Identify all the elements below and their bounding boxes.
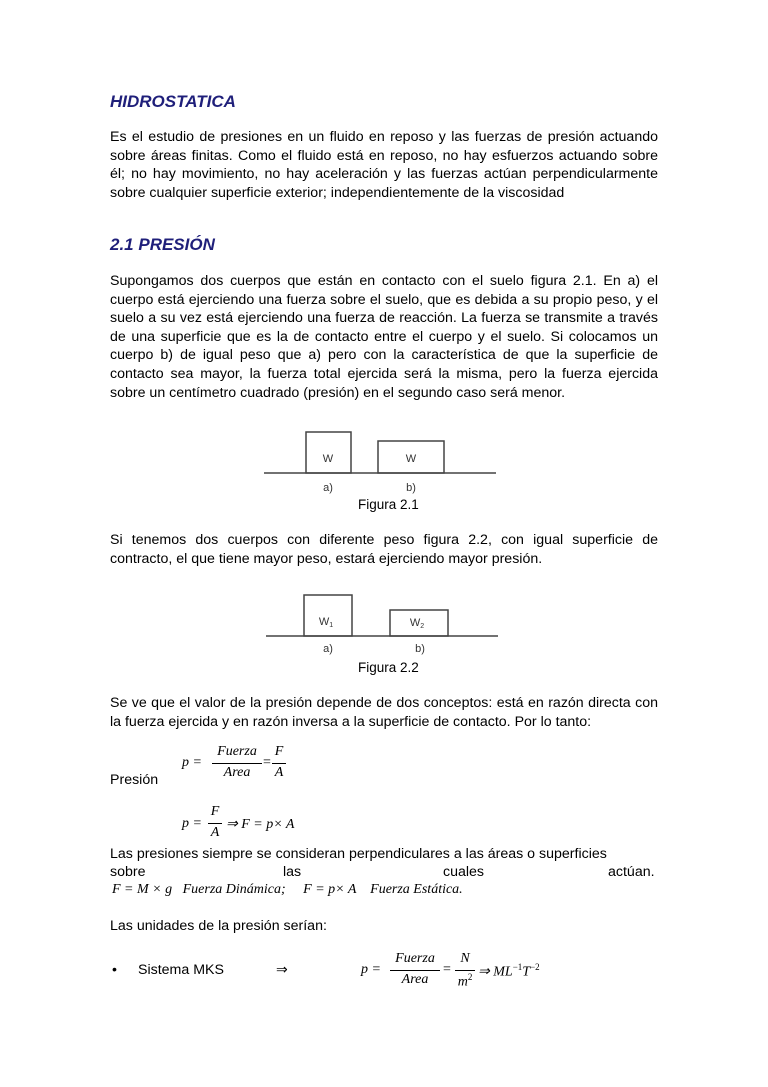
eq4-fracline1 (390, 970, 440, 971)
paragraph-4-line-1: Las presiones siempre se consideran perpendiculares a las áreas o superficies (110, 846, 607, 862)
paragraph-1: Supongamos dos cuerpos que están en contacto con el suelo figura 2.1. En a) el cuerpo está ejerciendo una fuerza sobre el suelo, que es debida a su propio peso, y el suelo a su vez está ejerciendo una fuerza de reacción. La fuerza se transmite a través de una superficie que es la de contacto entre el cuerpo y el suelo. Si colocamos un cuerpo b) de igual peso que a) pero con la característica de que la superficie de contacto sea mayor, la fuerza total ejercida será la misma, pero la fuerza ejercida sobre un centímetro cuadrado (presión) en el segundo caso será menor. (110, 273, 658, 401)
paragraph-3: Se ve que el valor de la presión depende de dos conceptos: está en razón directa con la fuerza ejercida y en razón inversa a la superficie de contacto. Por lo tanto: (110, 695, 658, 730)
eq2-fracline (208, 823, 222, 824)
body-b-label: W (405, 453, 417, 465)
document-title: HIDROSTATICA (110, 92, 236, 111)
eq1-fracline2 (272, 763, 286, 764)
units-intro: Las unidades de la presión serían: (110, 918, 327, 934)
figure-2-2-caption: Figura 2.2 (358, 660, 419, 675)
eq1-den1: Area (223, 765, 251, 780)
body-a-label: W1 (318, 616, 334, 629)
figure-label-a: a) (323, 643, 333, 655)
figure-2-2 (262, 590, 502, 662)
eq1-den2: A (274, 765, 284, 780)
mks-label: Sistema MKS (138, 962, 224, 978)
eq4-rhs: ⇒ $ML^{-1}T^{-2}$ (478, 962, 540, 980)
figure-label-a: a) (323, 482, 333, 494)
eq4-fracline2 (455, 970, 475, 971)
eq1-num1: Fuerza (217, 744, 257, 759)
figure-label-b: b) (415, 643, 425, 655)
eq4-den2: $m^2$ (457, 972, 473, 990)
eq1-lhs: p = (182, 755, 202, 770)
paragraph-4-word-3: cuales (443, 864, 485, 880)
mks-arrow: ⇒ (276, 963, 288, 978)
eq2-rhs: ⇒ F = p× A (226, 817, 295, 832)
body-b-label: W2 (409, 617, 425, 630)
eq4-num2: N (460, 951, 470, 966)
eq4-num1: Fuerza (395, 951, 435, 966)
figure-label-b: b) (406, 482, 416, 494)
paragraph-4-word-2: las (283, 864, 302, 880)
figure-2-1-caption: Figura 2.1 (358, 497, 419, 512)
section-title: 2.1 PRESIÓN (110, 235, 215, 254)
eq1-fracline1 (212, 763, 262, 764)
eq1-num2: F (274, 744, 284, 759)
eq2-lhs: p = (182, 816, 202, 831)
paragraph-4-word-4: actúan. (608, 864, 655, 880)
eq2-num: F (210, 804, 220, 819)
eq4-equals: = (443, 962, 451, 977)
eq4-lhs: p = (361, 962, 381, 977)
bullet: • (112, 962, 117, 978)
eq3: F = M × g Fuerza Dinámica; F = p× A Fuerza Estática. (112, 882, 463, 897)
presion-label: Presión (110, 772, 159, 788)
intro-paragraph: Es el estudio de presiones en un fluido en reposo y las fuerzas de presión actuando sobre áreas finitas. Como el fluido está en reposo, no hay esfuerzos actuando sobre él; no hay movimiento, no hay aceleración y las fuerzas actúan perpendicularmente sobre cualquier superficie exterior; independientemente de la viscosidad (110, 129, 658, 201)
eq1-equals: = (263, 755, 271, 770)
paragraph-2: Si tenemos dos cuerpos con diferente peso figura 2.2, con igual superficie de contracto, el que tiene mayor peso, estará ejerciendo mayor presión. (110, 532, 658, 567)
eq4-den1: Area (401, 972, 429, 987)
eq2-den: A (210, 825, 220, 840)
paragraph-4-word-1: sobre (110, 864, 146, 880)
body-a-label: W (322, 453, 334, 465)
figure-2-1 (260, 425, 500, 497)
